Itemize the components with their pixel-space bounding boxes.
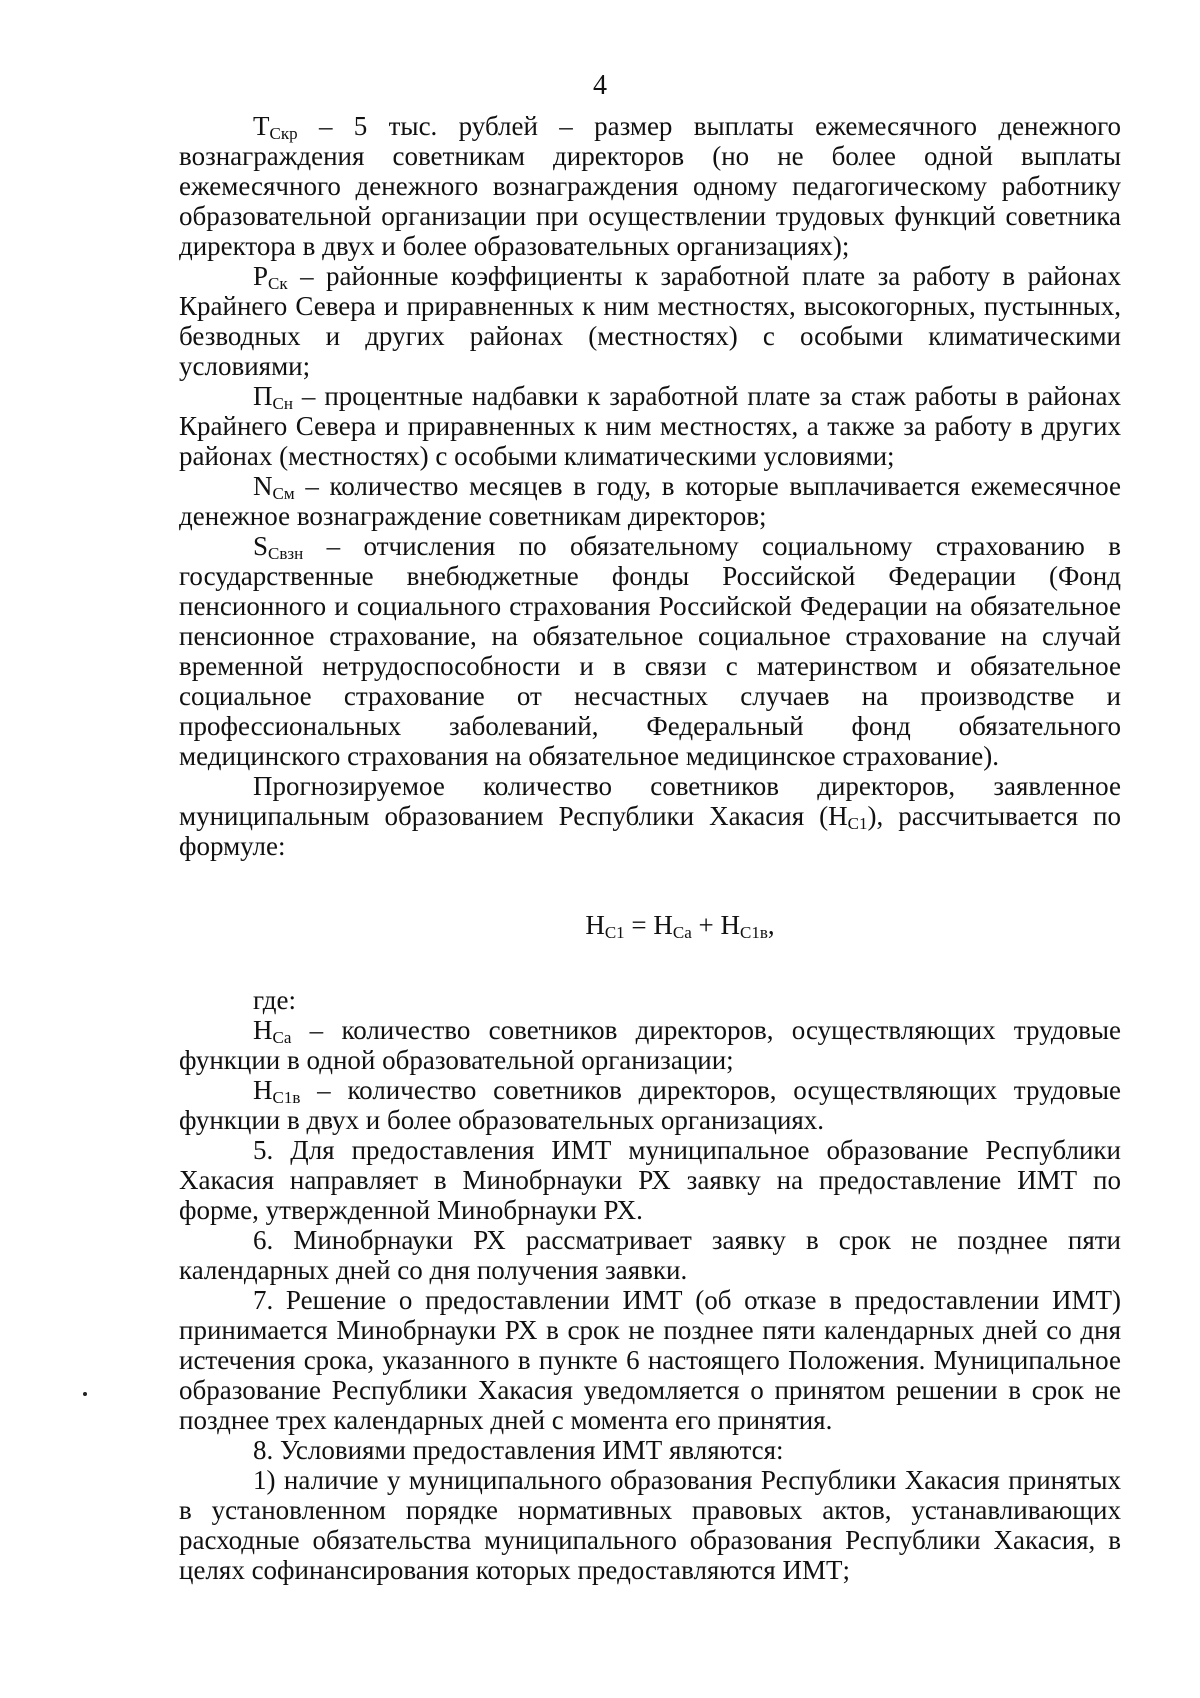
clause-8-1: 1) наличие у муниципального образования Республики Хакасия принятых в установленном порядке нормативных правовых актов, устанавливающих расходные обязательства муниципального образования Республики Хакасия, в целях софинансирования которых предоставляются ИМТ; [179,1465,1121,1585]
formula-equals: = Н [624,910,673,940]
scan-dot-mark [83,1392,87,1396]
symbol: S [253,531,269,561]
clause-7: 7. Решение о предоставлении ИМТ (об отказе в предоставлении ИМТ) принимается Минобрнауки РХ в срок не позднее пяти календарных дней со дня истечения срока, указанного в пункте 6 настоящего Положения. Муниципальное образование Республики Хакасия уведомляется о принятом решении в срок не позднее трех календарных дней с момента его принятия. [179,1285,1121,1435]
formula-end: , [767,910,775,940]
where-item-ns1v [179,1075,1121,1135]
forecast-text-before: Прогнозируемое количество советников директоров, заявленное муниципальным образованием Республики Хакасия (Н [179,771,1121,831]
definition-text: – отчисления по обязательному социальному страхованию в государственные внебюджетные фонды Российской Федерации (Фонд пенсионного и социального страхования Российской Федерации на обязательное пенсионное страхование, на обязательное социальное страхование на случай временной нетрудоспособности и в связи с материнством и обязательное социальное страхование от несчастных случаев на производстве и профессиональных заболеваний, Федеральный фонд обязательного медицинского страхования на обязательное медицинское страхование). [179,531,1121,771]
forecast-text-after: ), рассчитывается по формуле: [179,801,1121,861]
definition-nsm [179,471,1121,531]
subscript: С1 [847,814,868,833]
clause-5: 5. Для предоставления ИМТ муниципальное образование Республики Хакасия направляет в Минобрнауки РХ заявку на предоставление ИМТ по форме, утвержденной Минобрнауки РХ. [179,1135,1121,1225]
definition-text: – количество месяцев в году, в которые выплачивается ежемесячное денежное вознаграждение советникам директоров; [179,471,1121,531]
where-item-nsa [179,1015,1121,1075]
definition-text: – 5 тыс. рублей – размер выплаты ежемесячного денежного вознаграждения советникам директоров (но не более одной выплаты ежемесячного денежного вознаграждения одному педагогическому работнику образовательной организации при осуществлении трудовых функций советника директора в двух и более образовательных организациях); [179,111,1121,261]
subscript: С1в [272,1088,301,1107]
formula-plus: + Н [691,910,741,940]
subscript: С1в [740,923,768,942]
subscript: С1 [604,923,625,942]
definition-tskr [179,111,1121,261]
subscript: Свзн [268,544,304,563]
definition-text: – процентные надбавки к заработной плате за стаж работы в районах Крайнего Севера и приравненных к ним местностях, а также за работу в других районах (местностях) с особыми климатическими условиями; [179,381,1121,471]
subscript: Са [672,923,692,942]
subscript: Са [272,1028,292,1047]
subscript: Сн [272,394,293,413]
where-text: – количество советников директоров, осуществляющих трудовые функции в одной образовательной организации; [179,1015,1121,1075]
clause-6: 6. Минобрнауки РХ рассматривает заявку в срок не позднее пяти календарных дней со дня получения заявки. [179,1225,1121,1285]
forecast-paragraph [179,771,1121,861]
formula-lhs: Н [585,910,605,940]
subscript: Скр [269,124,298,143]
definition-psn [179,381,1121,471]
symbol: Р [253,261,269,291]
symbol: Н [253,1075,273,1105]
symbol: П [253,381,273,411]
formula [179,910,1121,940]
definition-rsk [179,261,1121,381]
page-number: 4 [593,70,607,101]
symbol: N [253,471,273,501]
where-text: – количество советников директоров, осуществляющих трудовые функции в двух и более образовательных организациях. [179,1075,1121,1135]
document-body [179,111,1121,1585]
subscript: Ск [268,274,288,293]
definition-ssvzn [179,531,1121,771]
symbol: T [253,111,270,141]
definition-text: – районные коэффициенты к заработной плате за работу в районах Крайнего Севера и приравненных к ним местностях, высокогорных, пустынных, безводных и других районах (местностях) с особыми климатическими условиями; [179,261,1121,381]
clause-8: 8. Условиями предоставления ИМТ являются: [253,1435,784,1465]
symbol: Н [253,1015,273,1045]
where-label: где: [253,985,296,1015]
subscript: См [272,484,295,503]
